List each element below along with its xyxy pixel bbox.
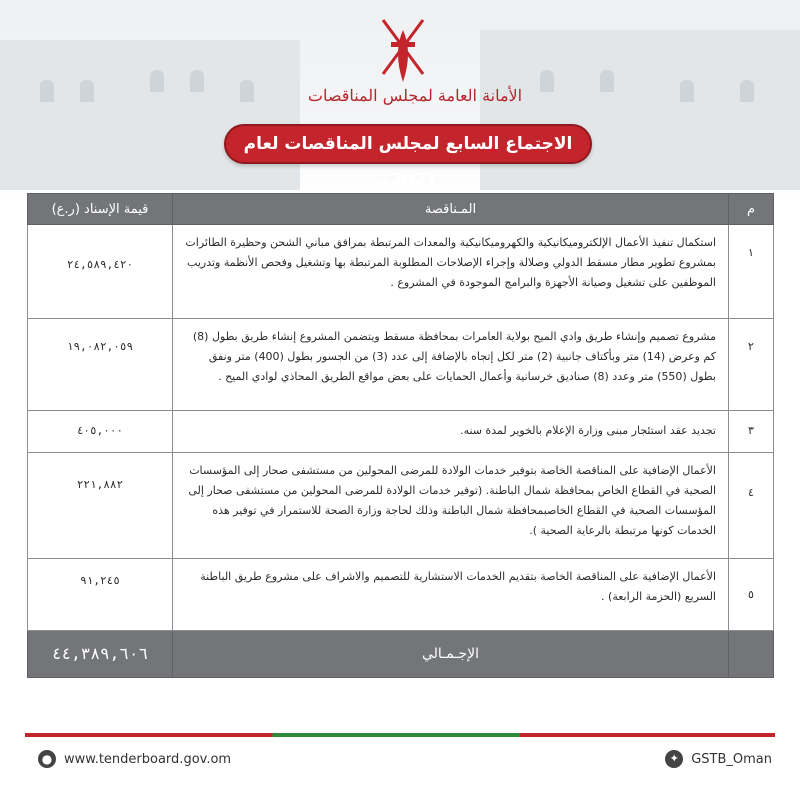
- row-value: ٢٤,٥٨٩,٤٢٠: [28, 225, 173, 319]
- row-description: الأعمال الإضافية على المناقصة الخاصة بتقديم الخدمات الاستشارية للتصميم والاشراف على مشروع طريق الباطنة السريع (الحزمة الرابعة) .: [173, 559, 729, 631]
- tenders-table: [27, 193, 774, 678]
- row-number: ٥: [729, 559, 774, 631]
- column-header-no: م: [729, 194, 774, 225]
- oman-emblem-icon: [373, 12, 433, 90]
- total-value: ٤٤,٣٨٩,٦٠٦: [28, 631, 173, 678]
- total-spacer: [729, 631, 774, 678]
- total-label: الإجـمـالي: [173, 631, 729, 678]
- twitter-handle[interactable]: GSTB_Oman: [691, 751, 772, 767]
- globe-icon: ●: [38, 750, 56, 768]
- row-number: ٤: [729, 453, 774, 559]
- row-value: ٩١,٢٤٥: [28, 559, 173, 631]
- row-value: ١٩,٠٨٢,٠٥٩: [28, 319, 173, 411]
- row-value: ٤٠٥,٠٠٠: [28, 411, 173, 453]
- page-title: الاجتماع السابع لمجلس المناقصات لعام 2021م: [224, 124, 592, 164]
- row-description: مشروع تصميم وإنشاء طريق وادي الميح بولاية العامرات بمحافظة مسقط ويتضمن المشروع إنشاء طريق بطول (8) كم وعرض (14) متر وبأكتاف جانبية (2) متر لكل إتجاه بالإضافة إلى عدد (3) من الجسور بطول (400) متر ونفق بطول (550) متر وعدد (8) صناديق خرسانية وأعمال الحمايات على بعض مواقع الطريق المحاذي لوادي الميح .: [173, 319, 729, 411]
- column-header-value: قيمة الإسناد (ر.ع): [28, 194, 173, 225]
- table-row: [28, 225, 774, 319]
- column-header-tender: المـناقصة: [173, 194, 729, 225]
- footer-divider: [25, 733, 775, 737]
- table-row: [28, 411, 774, 453]
- row-description: الأعمال الإضافية على المناقصة الخاصة بتوفير خدمات الولادة للمرضى المحولين من مستشفى صحار إلى المؤسسات الصحية في القطاع الخاص بمحافظة شمال الباطنة. (توفير خدمات الولادة للمرضى المحولين من مستشفى صحار إلى المؤسسات الصحية في القطاع الخاصبمحافظة شمال الباطنة وذلك لحاجة وزارة الصحة للاستمرار في توفير هذه الخدمات كونها مرتبطة بالرعاية الصحية ).: [173, 453, 729, 559]
- board-name: الأمانة العامة لمجلس المناقصات: [307, 86, 523, 105]
- total-row: [28, 631, 774, 678]
- row-number: ١: [729, 225, 774, 319]
- row-value: ٢٢١,٨٨٢: [28, 453, 173, 559]
- row-number: ٢: [729, 319, 774, 411]
- row-number: ٣: [729, 411, 774, 453]
- row-description: استكمال تنفيذ الأعمال الإلكتروميكانيكية والكهروميكانيكية والمعدات المرتبطة بمرافق مباني الشحن وحظيرة الطائرات بمشروع تطوير مطار مسقط الدولي وصلالة وإجراء الإصلاحات المطلوبة المرتبطة بها وتشغيل وفحص الأنظمة وتدريب الموظفين على تشغيل وصيانة الأجهزة والبرامج الموجودة في المشروع .: [173, 225, 729, 319]
- footer-website[interactable]: [38, 750, 231, 768]
- table-header-row: [28, 194, 774, 225]
- twitter-icon: ✦: [665, 750, 683, 768]
- table-row: [28, 559, 774, 631]
- table-row: [28, 319, 774, 411]
- row-description: تجديد عقد استئجار مبنى وزارة الإعلام بالخوير لمدة سنه.: [173, 411, 729, 453]
- footer-twitter[interactable]: [665, 750, 772, 768]
- website-link[interactable]: www.tenderboard.gov.om: [64, 751, 232, 767]
- table-row: [28, 453, 774, 559]
